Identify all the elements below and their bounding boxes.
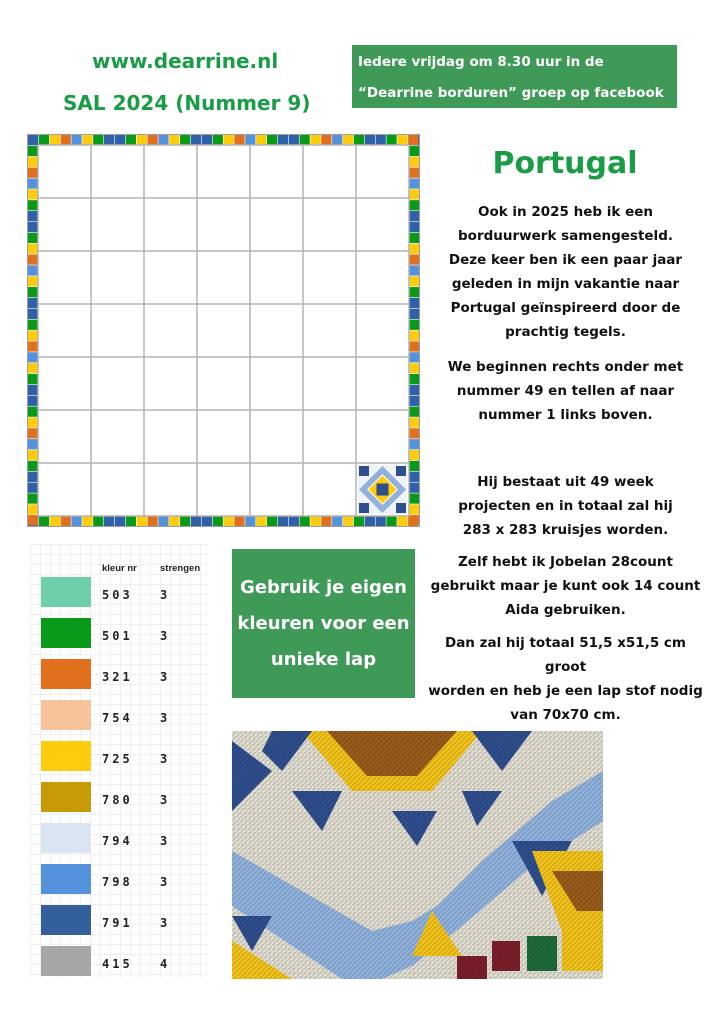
tile-corner — [359, 466, 369, 476]
border-stitch — [409, 200, 419, 210]
border-stitch — [409, 222, 419, 232]
border-stitch — [137, 135, 147, 145]
strand-count: 4 — [160, 957, 168, 971]
color-code: 415 — [102, 957, 133, 971]
border-stitch — [256, 516, 266, 526]
text-line: We beginnen rechts onder met — [447, 359, 684, 375]
border-stitch — [28, 396, 38, 406]
text-line: Portugal geïnspireerd door de — [450, 300, 681, 316]
border-stitch — [126, 135, 136, 145]
border-stitch — [224, 516, 234, 526]
border-stitch — [409, 417, 419, 427]
color-code: 501 — [102, 629, 133, 643]
tile-corner — [359, 503, 369, 513]
border-stitch — [409, 439, 419, 449]
strand-count: 3 — [160, 670, 168, 684]
intro-paragraph — [428, 200, 703, 344]
border-stitch — [409, 385, 419, 395]
border-stitch — [71, 135, 81, 145]
border-stitch — [28, 135, 38, 145]
border-stitch — [39, 135, 49, 145]
color-code: 780 — [102, 793, 133, 807]
text-line: Deze keer ben ik een paar jaar — [448, 252, 683, 268]
border-stitch — [28, 244, 38, 254]
strand-count: 3 — [160, 793, 168, 807]
border-stitch — [310, 135, 320, 145]
border-stitch — [28, 331, 38, 341]
border-stitch — [278, 516, 288, 526]
border-stitch — [376, 516, 386, 526]
border-stitch — [267, 135, 277, 145]
order-paragraph — [428, 355, 703, 427]
text-line: prachtig tegels. — [505, 324, 626, 340]
border-stitch — [343, 516, 353, 526]
border-stitch — [28, 428, 38, 438]
website-header: www.dearrine.nl — [92, 49, 279, 73]
border-stitch — [93, 135, 103, 145]
border-stitch — [397, 135, 407, 145]
border-stitch — [409, 515, 419, 525]
border-stitch — [409, 504, 419, 514]
border-stitch — [409, 396, 419, 406]
border-stitch — [147, 516, 157, 526]
border-stitch — [409, 178, 419, 188]
border-stitch — [224, 135, 234, 145]
border-stitch — [409, 493, 419, 503]
border-stitch — [115, 516, 125, 526]
strand-count: 3 — [160, 916, 168, 930]
text-line: worden en heb je een lap stof nodig — [428, 683, 703, 699]
border-stitch — [365, 516, 375, 526]
border-stitch — [180, 135, 190, 145]
strand-count: 3 — [160, 875, 168, 889]
border-stitch — [28, 309, 38, 319]
border-stitch — [202, 135, 212, 145]
text-line: nummer 1 links boven. — [478, 407, 653, 423]
border-stitch — [354, 516, 364, 526]
grid-field — [38, 145, 409, 516]
border-stitch — [28, 363, 38, 373]
legend-header-strands: strengen — [160, 563, 201, 574]
strand-count: 3 — [160, 711, 168, 725]
border-stitch — [409, 472, 419, 482]
border-stitch — [39, 516, 49, 526]
color-swatch — [41, 905, 91, 935]
border-stitch — [28, 222, 38, 232]
border-stitch — [158, 516, 168, 526]
border-stitch — [278, 135, 288, 145]
border-stitch — [28, 146, 38, 156]
border-stitch — [28, 439, 38, 449]
border-stitch — [28, 287, 38, 297]
border-stitch — [28, 472, 38, 482]
border-stitch — [409, 189, 419, 199]
border-stitch — [409, 450, 419, 460]
color-code: 321 — [102, 670, 133, 684]
border-stitch — [234, 516, 244, 526]
border-stitch — [28, 211, 38, 221]
border-stitch — [409, 168, 419, 178]
border-stitch — [28, 407, 38, 417]
border-stitch — [409, 157, 419, 167]
embroidery-photo-illustration — [232, 731, 603, 979]
facebook-info-box — [352, 45, 677, 108]
text-line: 283 x 283 kruisjes worden. — [462, 522, 669, 538]
color-swatch — [41, 823, 91, 853]
text-line: borduurwerk samengesteld. — [458, 228, 673, 244]
color-code: 503 — [102, 588, 133, 602]
border-stitch — [28, 157, 38, 167]
tile-corner — [396, 503, 406, 513]
border-stitch — [104, 135, 114, 145]
border-stitch — [300, 516, 310, 526]
facebook-info-line-2: “Dearrine borduren” groep op facebook — [358, 85, 664, 101]
border-stitch — [137, 516, 147, 526]
border-stitch — [409, 331, 419, 341]
facebook-info-line-1: Iedere vrijdag om 8.30 uur in de — [358, 54, 604, 70]
border-stitch — [300, 135, 310, 145]
color-code: 794 — [102, 834, 133, 848]
border-stitch — [409, 363, 419, 373]
color-swatch — [41, 864, 91, 894]
border-stitch — [28, 265, 38, 275]
color-legend — [30, 544, 208, 978]
border-stitch — [82, 516, 92, 526]
border-stitch — [213, 135, 223, 145]
border-stitch — [409, 352, 419, 362]
border-stitch — [376, 135, 386, 145]
border-stitch — [409, 298, 419, 308]
text-line: nummer 49 en tellen af naar — [456, 383, 675, 399]
border-stitch — [28, 483, 38, 493]
border-stitch — [28, 254, 38, 264]
fabric-paragraph — [428, 550, 703, 622]
color-swatch — [41, 618, 91, 648]
color-swatch — [41, 782, 91, 812]
border-stitch — [28, 178, 38, 188]
color-swatch — [41, 700, 91, 730]
strand-count: 3 — [160, 629, 168, 643]
border-stitch — [115, 135, 125, 145]
border-stitch — [28, 461, 38, 471]
border-stitch — [191, 516, 201, 526]
strand-count: 3 — [160, 588, 168, 602]
border-stitch — [332, 135, 342, 145]
border-stitch — [343, 135, 353, 145]
color-swatch — [41, 741, 91, 771]
border-stitch — [409, 374, 419, 384]
embroidery-photo — [232, 731, 603, 979]
border-stitch — [289, 516, 299, 526]
border-stitch — [365, 135, 375, 145]
border-stitch — [28, 493, 38, 503]
border-stitch — [28, 417, 38, 427]
color-code: 791 — [102, 916, 133, 930]
border-stitch — [191, 135, 201, 145]
border-stitch — [28, 200, 38, 210]
text-line: Aida gebruiken. — [505, 602, 626, 618]
border-stitch — [147, 135, 157, 145]
border-stitch — [409, 407, 419, 417]
border-stitch — [354, 135, 364, 145]
border-stitch — [409, 287, 419, 297]
border-stitch — [169, 516, 179, 526]
border-stitch — [82, 135, 92, 145]
color-swatch — [41, 946, 91, 976]
border-stitch — [409, 244, 419, 254]
border-stitch — [409, 483, 419, 493]
own-colors-line: unieke lap — [270, 649, 377, 670]
border-stitch — [93, 516, 103, 526]
border-stitch — [409, 254, 419, 264]
border-stitch — [310, 516, 320, 526]
border-stitch — [409, 309, 419, 319]
border-stitch — [28, 189, 38, 199]
border-stitch — [28, 298, 38, 308]
border-stitch — [321, 135, 331, 145]
border-stitch — [409, 233, 419, 243]
border-stitch — [28, 515, 38, 525]
sal-header: SAL 2024 (Nummer 9) — [63, 91, 311, 115]
border-stitch — [245, 516, 255, 526]
text-line: projecten en in totaal zal hij — [458, 498, 673, 514]
border-stitch — [245, 135, 255, 145]
border-stitch — [409, 320, 419, 330]
own-colors-box — [232, 549, 415, 698]
text-line: Hij bestaat uit 49 week — [477, 474, 654, 490]
tile-core — [377, 484, 389, 496]
text-line: gebruikt maar je kunt ook 14 count — [430, 578, 701, 594]
own-colors-line: kleuren voor een — [237, 613, 410, 634]
border-stitch — [234, 135, 244, 145]
text-line: Ook in 2025 heb ik een — [478, 204, 653, 220]
color-swatch — [41, 577, 91, 607]
border-stitch — [180, 516, 190, 526]
text-line: Dan zal hij totaal 51,5 x51,5 cm groot — [444, 635, 686, 675]
border-stitch — [321, 516, 331, 526]
strand-count: 3 — [160, 834, 168, 848]
color-code: 725 — [102, 752, 133, 766]
tile-corner — [396, 466, 406, 476]
pattern-grid — [27, 134, 420, 527]
border-stitch — [256, 135, 266, 145]
color-code: 798 — [102, 875, 133, 889]
size-paragraph — [428, 470, 703, 542]
pattern-grid-svg — [28, 135, 419, 526]
border-stitch — [28, 374, 38, 384]
border-stitch — [28, 352, 38, 362]
border-stitch — [50, 516, 60, 526]
border-stitch — [289, 135, 299, 145]
border-stitch — [61, 135, 71, 145]
dimensions-paragraph — [428, 631, 703, 727]
border-stitch — [71, 516, 81, 526]
border-stitch — [50, 135, 60, 145]
border-stitch — [386, 516, 396, 526]
border-stitch — [28, 504, 38, 514]
border-stitch — [202, 516, 212, 526]
text-line: Zelf hebt ik Jobelan 28count — [458, 554, 673, 570]
border-stitch — [28, 168, 38, 178]
border-stitch — [28, 233, 38, 243]
border-stitch — [28, 341, 38, 351]
border-stitch — [397, 516, 407, 526]
border-stitch — [409, 211, 419, 221]
border-stitch — [408, 135, 418, 145]
legend-header-color: kleur nr — [102, 563, 137, 574]
border-stitch — [169, 135, 179, 145]
border-stitch — [386, 135, 396, 145]
border-stitch — [28, 320, 38, 330]
border-stitch — [158, 135, 168, 145]
border-stitch — [126, 516, 136, 526]
border-stitch — [409, 146, 419, 156]
border-stitch — [409, 428, 419, 438]
color-swatch — [41, 659, 91, 689]
border-stitch — [28, 276, 38, 286]
border-stitch — [409, 461, 419, 471]
border-stitch — [61, 516, 71, 526]
color-code: 754 — [102, 711, 133, 725]
page-title: Portugal — [492, 146, 638, 181]
border-stitch — [28, 450, 38, 460]
border-stitch — [104, 516, 114, 526]
text-line: geleden in mijn vakantie naar — [451, 276, 680, 292]
border-stitch — [409, 341, 419, 351]
border-stitch — [267, 516, 277, 526]
border-stitch — [332, 516, 342, 526]
text-line: van 70x70 cm. — [510, 707, 621, 723]
border-stitch — [28, 385, 38, 395]
strand-count: 3 — [160, 752, 168, 766]
border-stitch — [409, 276, 419, 286]
own-colors-line: Gebruik je eigen — [240, 577, 407, 598]
border-stitch — [213, 516, 223, 526]
border-stitch — [409, 265, 419, 275]
